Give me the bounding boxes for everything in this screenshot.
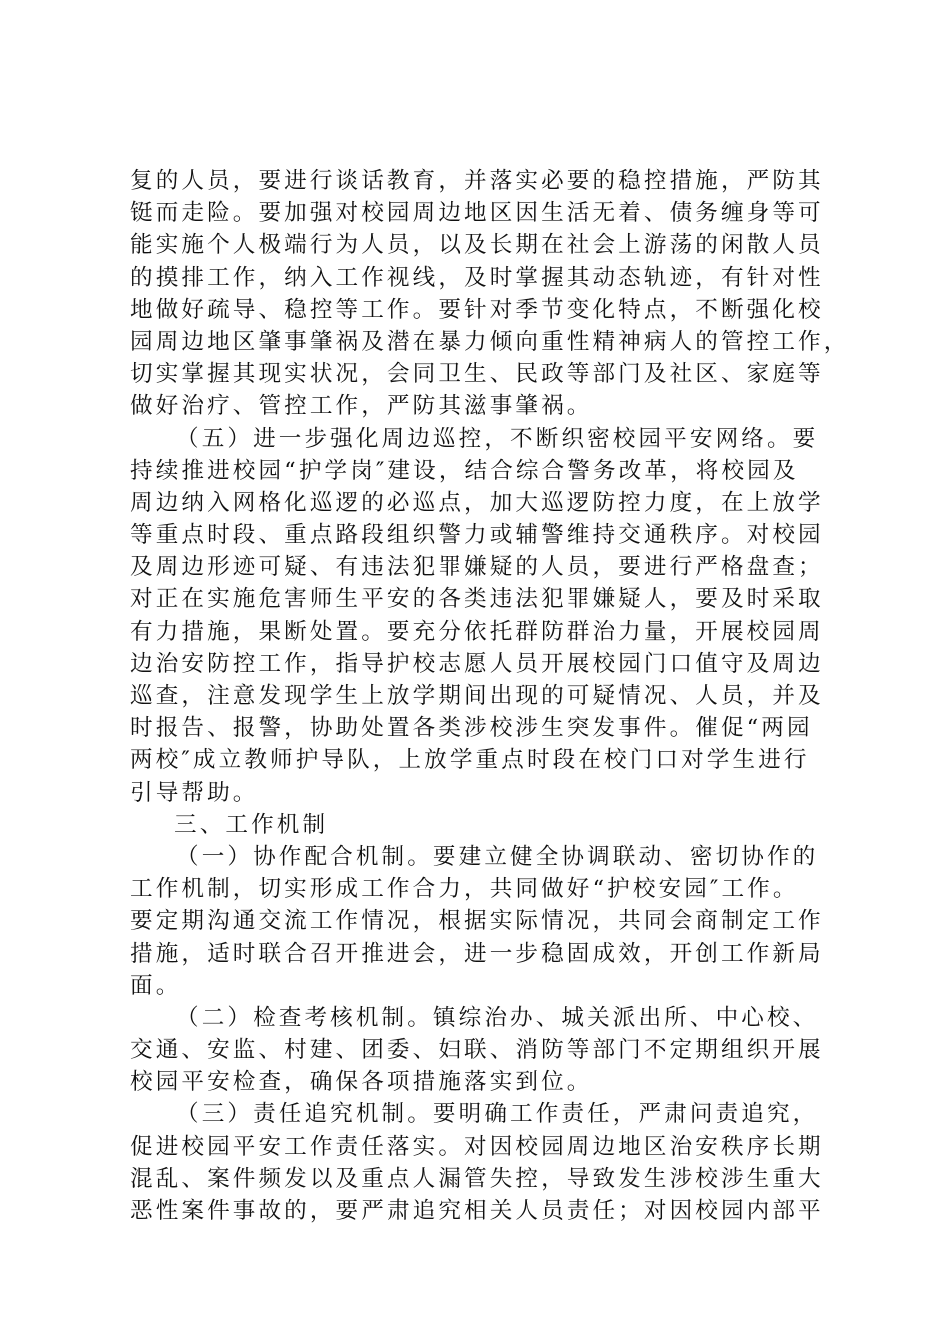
text-line: （一）协作配合机制。要建立健全协调联动、密切协作的 bbox=[176, 843, 819, 870]
text-line: 铤而走险。要加强对校园周边地区因生活无着、债务缠身等可 bbox=[130, 200, 824, 227]
text-line: 地做好疏导、稳控等工作。要针对季节变化特点，不断强化校 bbox=[130, 296, 824, 323]
text-line: 促进校园平安工作责任落实。对因校园周边地区治安秩序长期 bbox=[130, 1133, 824, 1160]
text-line: 时报告、报警，协助处置各类涉校涉生突发事件。催促“两园 bbox=[130, 715, 813, 742]
text-line: 周边纳入网格化巡逻的必巡点，加大巡逻防控力度，在上放学 bbox=[130, 489, 824, 516]
text-line: 园周边地区肇事肇祸及潜在暴力倾向重性精神病人的管控工作， bbox=[130, 328, 850, 355]
text-line: 对正在实施危害师生平安的各类违法犯罪嫌疑人，要及时采取 bbox=[130, 586, 824, 613]
text-line: 及周边形迹可疑、有违法犯罪嫌疑的人员，要进行严格盘查； bbox=[130, 554, 824, 581]
text-line: （五）进一步强化周边巡控，不断织密校园平安网络。要 bbox=[176, 425, 819, 452]
text-line: （三）责任追究机制。要明确工作责任，严肃问责追究， bbox=[176, 1101, 819, 1128]
text-line: （二）检查考核机制。镇综治办、城关派出所、中心校、 bbox=[176, 1004, 819, 1031]
text-line: 两校″成立教师护导队，上放学重点时段在校门口对学生进行 bbox=[130, 747, 810, 774]
text-line: 的摸排工作，纳入工作视线，及时掌握其动态轨迹，有针对性 bbox=[130, 264, 824, 291]
text-line: 等重点时段、重点路段组织警力或辅警维持交通秩序。对校园 bbox=[130, 522, 824, 549]
text-line: 混乱、案件频发以及重点人漏管失控，导致发生涉校涉生重大 bbox=[130, 1165, 824, 1192]
text-line: 校园平安检查，确保各项措施落实到位。 bbox=[130, 1069, 593, 1096]
text-line: 三、工作机制 bbox=[174, 811, 329, 838]
text-line: 边治安防控工作，指导护校志愿人员开展校园门口值守及周边 bbox=[130, 650, 824, 677]
text-line: 巡查，注意发现学生上放学期间出现的可疑情况、人员，并及 bbox=[130, 683, 824, 709]
text-line: 切实掌握其现实状况，会同卫生、民政等部门及社区、家庭等 bbox=[130, 361, 824, 388]
text-line: 措施，适时联合召开推进会，进一步稳固成效，开创工作新局 bbox=[130, 940, 824, 967]
text-line: 恶性案件事故的，要严肃追究相关人员责任；对因校园内部平 bbox=[130, 1198, 824, 1224]
text-line: 有力措施，果断处置。要充分依托群防群治力量，开展校园周 bbox=[130, 618, 824, 645]
text-line: 要定期沟通交流工作情况，根据实际情况，共同会商制定工作 bbox=[130, 908, 824, 935]
text-line: 引导帮助。 bbox=[130, 779, 259, 806]
text-line: 做好治疗、管控工作，严防其滋事肇祸。 bbox=[130, 393, 593, 420]
text-line: 持续推进校园“护学岗″建设，结合综合警务改革，将校园及 bbox=[130, 457, 799, 484]
text-line: 交通、安监、村建、团委、妇联、消防等部门不定期组织开展 bbox=[130, 1037, 824, 1064]
text-line: 复的人员，要进行谈话教育，并落实必要的稳控措施，严防其 bbox=[130, 168, 824, 194]
text-line: 能实施个人极端行为人员，以及长期在社会上游荡的闲散人员 bbox=[130, 232, 824, 259]
text-line: 面。 bbox=[130, 972, 182, 999]
body-text bbox=[130, 165, 850, 1227]
text-line: 工作机制，切实形成工作合力，共同做好“护校安园″工作。 bbox=[130, 876, 799, 903]
